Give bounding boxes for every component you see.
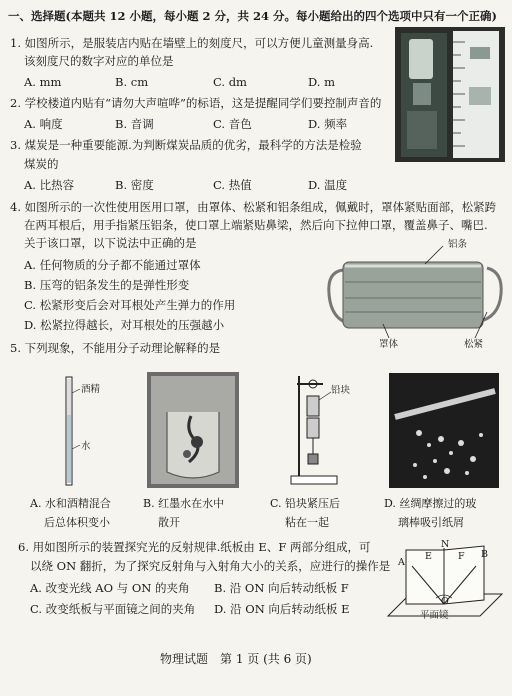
q2-stem: 2. 学校楼道内贴有“请勿大声喧哗”的标语，这是提醒同学们要控制声音的: [10, 96, 382, 110]
q4-option-b: B. 压弯的铝条发生的是弹性形变: [24, 278, 190, 292]
alcohol-label: 酒精: [81, 384, 101, 395]
q4-option-d: D. 松紧拉得越长，对耳根处的压强越小: [24, 318, 225, 332]
q1-option-a: A. mm: [24, 75, 62, 89]
q5-option-c-line1: C. 铅块紧压后: [270, 497, 341, 510]
mirror-caption: 平面镜: [420, 610, 449, 621]
mask-figure: [325, 232, 505, 352]
mirror-label-b: B: [481, 549, 488, 560]
mask-aluminum-label: 铝条: [448, 239, 468, 250]
lead-block-label: 铅块: [331, 385, 351, 396]
mirror-label-o: O: [441, 596, 449, 607]
mirror-label-a: A: [398, 557, 405, 568]
mirror-label-e: E: [425, 551, 432, 562]
q6-option-d: D. 沿 ON 向后转动纸板 E: [214, 602, 350, 616]
mask-elastic-label: 松紧: [464, 339, 484, 350]
q3-stem-line2: 煤炭的: [24, 157, 59, 171]
q6-option-b: B. 沿 ON 向后转动纸板 F: [214, 581, 349, 595]
q5-option-c-line2: 粘在一起: [285, 516, 329, 529]
q3-option-d: D. 温度: [308, 178, 348, 192]
glass-rod-paper-photo: [389, 373, 499, 488]
q4-option-a: A. 任何物质的分子都不能通过罩体: [24, 258, 201, 272]
q5-option-a-line2: 后总体积变小: [44, 516, 110, 529]
q6-option-a: A. 改变光线 AO 与 ON 的夹角: [30, 581, 190, 595]
q5-option-b-line2: 散开: [158, 516, 180, 529]
q1-option-c: C. dm: [213, 75, 247, 89]
height-ruler-photo: [395, 27, 505, 162]
q6-stem-line1: 6. 用如图所示的装置探究光的反射规律.纸板由 E、F 两部分组成，可: [18, 540, 371, 554]
q3-option-b: B. 密度: [115, 178, 154, 192]
q4-stem-line3: 关于该口罩，以下说法中正确的是: [24, 236, 197, 250]
q2-option-c: C. 音色: [213, 117, 252, 131]
q1-stem-line1: 1. 如图所示，是服装店内贴在墙壁上的刻度尺，可以方便儿童测量身高.: [10, 36, 374, 50]
q1-option-b: B. cm: [115, 75, 149, 89]
q5-option-b-line1: B. 红墨水在水中: [143, 497, 225, 510]
q6-stem-line2: 以绕 ON 翻折，为了探究反射角与入射角大小的关系，应进行的操作是: [30, 559, 391, 573]
q4-stem-line2: 在两耳根后，用手指紧压铝条，使口罩上端紧贴鼻梁，然后向下拉伸口罩，覆盖鼻子、嘴巴.: [24, 218, 488, 232]
q4-option-c: C. 松紧形变后会对耳根处产生弹力的作用: [24, 298, 236, 312]
q2-option-b: B. 音调: [115, 117, 154, 131]
q5-option-d-line1: D. 丝绸摩擦过的玻: [384, 497, 477, 510]
q2-option-a: A. 响度: [24, 117, 63, 131]
q2-option-d: D. 频率: [308, 117, 348, 131]
q3-option-c: C. 热值: [213, 178, 252, 192]
q1-stem-line2: 该刻度尺的数字对应的单位是: [24, 54, 174, 68]
red-ink-beaker-photo: [147, 372, 239, 488]
mirror-label-f: F: [458, 551, 465, 562]
q5-stem: 5. 下列现象，不能用分子动理论解释的是: [10, 341, 221, 355]
mirror-label-n: N: [441, 539, 450, 550]
q1-option-d: D. m: [308, 75, 336, 89]
q4-stem-line1: 4. 如图所示的一次性使用医用口罩，由罩体、松紧和铝条组成，佩戴时，罩体紧贴面部，松紧跨: [10, 200, 497, 214]
q5-option-a-line1: A. 水和酒精混合: [30, 497, 111, 510]
q5-option-d-line2: 璃棒吸引纸屑: [398, 516, 464, 529]
water-label: 水: [81, 441, 91, 452]
q3-stem-line1: 3. 煤炭是一种重要能源.为判断煤炭品质的优劣，最科学的方法是检验: [10, 138, 362, 152]
q6-option-c: C. 改变纸板与平面镜之间的夹角: [30, 602, 196, 616]
section-heading: 一、选择题(本题共 12 小题，每小题 2 分，共 24 分。每小题给出的四个选项中只有一个正确): [8, 9, 497, 23]
mask-body-label: 罩体: [379, 339, 399, 350]
page-footer: 物理试题 第 1 页 (共 6 页): [160, 652, 312, 666]
q3-option-a: A. 比热容: [24, 178, 75, 192]
